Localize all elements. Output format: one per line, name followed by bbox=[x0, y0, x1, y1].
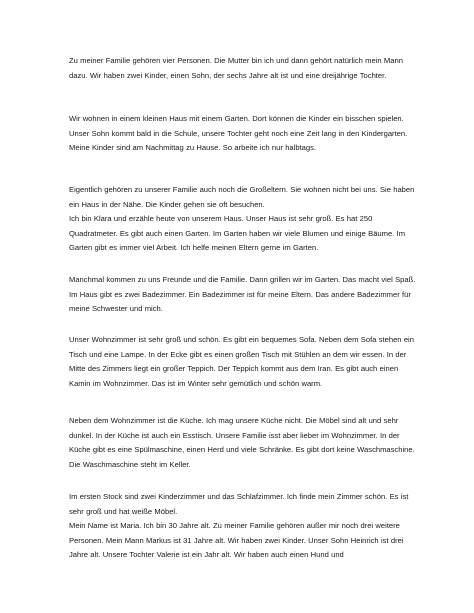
paragraph-family-members: Zu meiner Familie gehören vier Personen. Die Mutter bin ich und dann gehört natürlich mein Mann dazu. Wir haben zwei Kinder, einen Sohn, der sechs Jahre alt ist und eine dreijährige Tochter. bbox=[69, 56, 403, 80]
paragraph-friends-bathrooms: Manchmal kommen zu uns Freunde und die Familie. Dann grillen wir im Garten. Das macht viel Spaß. Im Haus gibt es zwei Badezimmer. Ein Badezimmer ist für meine Eltern. Das andere Badezimmer für meine Schwester und mich. bbox=[69, 275, 416, 314]
paragraph-first-floor: Im ersten Stock sind zwei Kinderzimmer und das Schlafzimmer. Ich finde mein Zimmer schön. Es ist sehr groß und hat weiße Möbel. bbox=[69, 492, 409, 516]
paragraph-kitchen: Neben dem Wohnzimmer ist die Küche. Ich mag unsere Küche nicht. Die Möbel sind alt und sehr dunkel. In der Küche ist auch ein Esstisch. Unsere Familie isst aber lieber im Wohnzimmer. In der Küche gibt es eine Spülmaschine, einen Herd und viele Schränke. Es gibt dort keine Waschmaschine. Die Waschmaschine steht im Keller. bbox=[69, 416, 415, 469]
paragraph-grandparents: Eigentlich gehören zu unserer Familie auch noch die Großeltern. Sie wohnen nicht bei uns. Sie haben ein Haus in der Nähe. Die Kinder gehen sie oft besuchen. bbox=[69, 185, 415, 209]
paragraph-living-room: Unser Wohnzimmer ist sehr groß und schön. Es gibt ein bequemes Sofa. Neben dem Sofa stehen ein Tisch und eine Lampe. In der Ecke gibt es einen großen Tisch mit Stühlen an dem wir essen. In der Mitte des Zimmers liegt ein großer Teppich. Der Teppich kommt aus dem Iran. Es gibt auch einen Kamin im Wohnzimmer. Das ist im Winter sehr gemütlich und schön warm. bbox=[69, 335, 414, 388]
paragraph-klara-house: Ich bin Klara und erzähle heute von unserem Haus. Unser Haus ist sehr groß. Es hat 250 Quadratmeter. Es gibt auch einen Garten. Im Garten haben wir viele Blumen und einige Bäume. Im Garten gibt es immer viel Arbeit. Ich helfe meinen Eltern gerne im Garten. bbox=[69, 214, 406, 253]
paragraph-maria: Mein Name ist Maria. Ich bin 30 Jahre alt. Zu meiner Familie gehören außer mir noch drei weitere Personen. Mein Mann Markus ist 31 Jahre alt. Wir haben zwei Kinder. Unser Sohn Heinrich ist drei Jahre alt. Unsere Tochter Valerie ist ein Jahr alt. Wir haben auch einen Hund und bbox=[69, 521, 404, 560]
paragraph-house-garden: Wir wohnen in einem kleinen Haus mit einem Garten. Dort können die Kinder ein bisschen spielen. Unser Sohn kommt bald in die Schule, unsere Tochter geht noch eine Zeit lang in den Kindergarten. Meine Kinder sind am Nachmittag zu Hause. So arbeite ich nur halbtags. bbox=[69, 114, 408, 153]
